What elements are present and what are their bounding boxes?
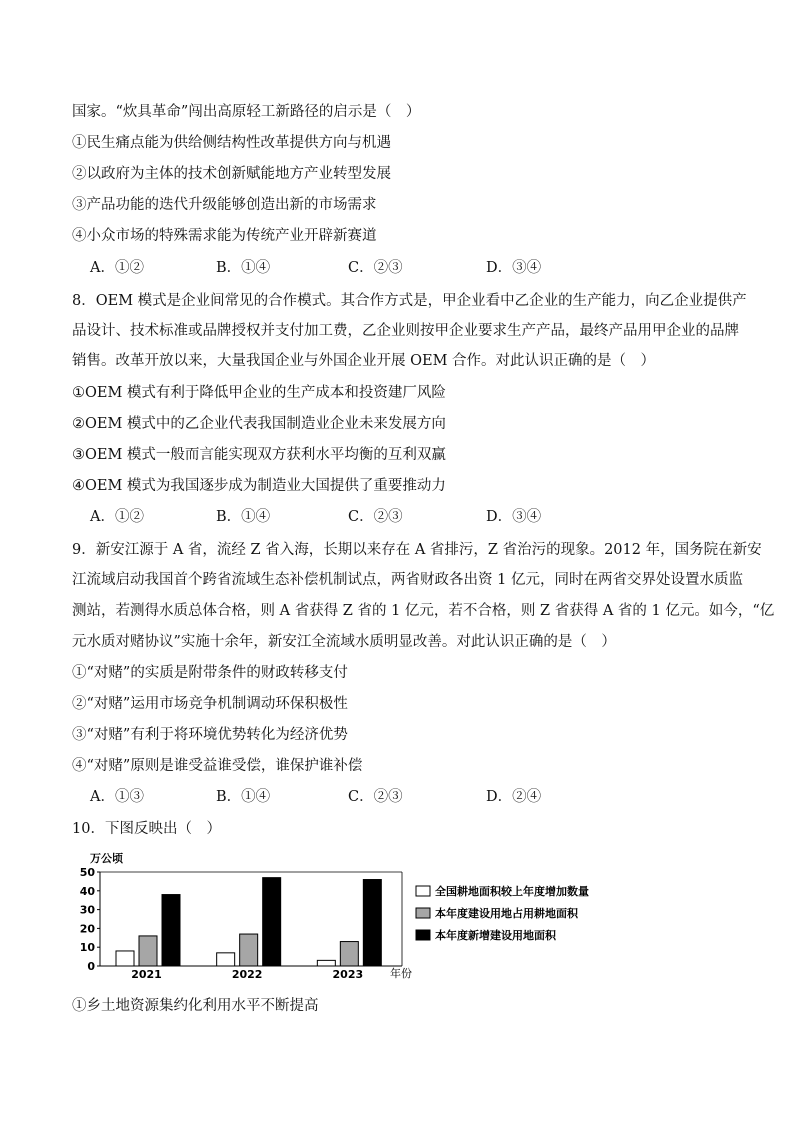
q8-stem-line-2: 品设计、技术标准或品牌授权并支付加工费，乙企业则按甲企业要求生产产品，最终产品用甲企业的品牌 xyxy=(72,323,739,339)
q8-item-1: ①OEM 模式有利于降低甲企业的生产成本和投资建厂风险 xyxy=(72,385,446,401)
q9-option-b[interactable]: B．①④ xyxy=(216,789,271,805)
x-tick-label: 2021 xyxy=(131,968,162,981)
bar xyxy=(139,936,157,966)
legend-swatch xyxy=(416,930,430,940)
bar xyxy=(116,951,134,966)
x-axis-label: 年份 xyxy=(390,967,412,980)
y-tick-label: 20 xyxy=(79,922,95,936)
x-tick-label: 2023 xyxy=(332,968,364,981)
q8-item-3: ③OEM 模式一般而言能实现双方获利水平均衡的互利双赢 xyxy=(72,447,446,463)
bar-chart xyxy=(72,848,632,988)
legend-label: 本年度新增建设用地面积 xyxy=(435,929,556,942)
y-tick-label: 30 xyxy=(79,903,95,917)
q9-option-d[interactable]: D．②④ xyxy=(486,789,542,805)
q7-option-a[interactable]: A．①② xyxy=(90,260,144,276)
q9-item-4: ④“对赌”原则是谁受益谁受偿，谁保护谁补偿 xyxy=(72,758,363,774)
q7-item-2: ②以政府为主体的技术创新赋能地方产业转型发展 xyxy=(72,166,391,182)
bar xyxy=(317,960,335,966)
q9-stem-line-2: 江流域启动我国首个跨省流域生态补偿机制试点，两省财政各出资 1 亿元，同时在两省交界处设置水质监 xyxy=(72,572,743,588)
bar xyxy=(363,880,381,966)
legend-swatch xyxy=(416,886,430,896)
q9-option-a[interactable]: A．①③ xyxy=(90,789,144,805)
x-tick-labels xyxy=(131,968,363,981)
bar xyxy=(162,895,180,966)
q9-item-1: ①“对赌”的实质是附带条件的财政转移支付 xyxy=(72,665,348,681)
q7-option-d[interactable]: D．③④ xyxy=(486,260,542,276)
y-tick-label: 10 xyxy=(79,941,95,955)
x-tick-label: 2022 xyxy=(231,968,263,981)
q8-item-2: ②OEM 模式中的乙企业代表我国制造业企业未来发展方向 xyxy=(72,416,446,432)
legend-swatch xyxy=(416,908,430,918)
q7-item-3: ③产品功能的迭代升级能够创造出新的市场需求 xyxy=(72,197,377,213)
q9-option-c[interactable]: C．②③ xyxy=(348,789,403,805)
y-tick-label: 40 xyxy=(79,884,95,898)
q8-option-c[interactable]: C．②③ xyxy=(348,509,403,525)
q9-stem-line-4: 元水质对赌协议”实施十余年，新安江全流域水质明显改善。对此认识正确的是（ ） xyxy=(72,634,616,650)
chart-bars xyxy=(116,878,381,966)
q7-item-1: ①民生痛点能为供给侧结构性改革提供方向与机遇 xyxy=(72,135,391,151)
q8-item-4: ④OEM 模式为我国逐步成为制造业大国提供了重要推动力 xyxy=(72,478,446,494)
q8-option-a[interactable]: A．①② xyxy=(90,509,144,525)
q8-stem-line-3: 销售。改革开放以来，大量我国企业与外国企业开展 OEM 合作。对此认识正确的是（ ） xyxy=(72,353,656,369)
q7-item-4: ④小众市场的特殊需求能为传统产业开辟新赛道 xyxy=(72,228,377,244)
legend-label: 全国耕地面积较上年度增加数量 xyxy=(435,885,589,898)
q10-item-1: ①乡土地资源集约化利用水平不断提高 xyxy=(72,998,319,1014)
q7-stem: 国家。“炊具革命”闯出高原轻工新路径的启示是（ ） xyxy=(72,104,421,120)
q8-option-b[interactable]: B．①④ xyxy=(216,509,271,525)
y-tick-label: 50 xyxy=(79,866,95,879)
legend-label: 本年度建设用地占用耕地面积 xyxy=(435,907,578,920)
bar xyxy=(217,953,235,966)
q8-option-d[interactable]: D．③④ xyxy=(486,509,542,525)
q10-stem: 10．下图反映出（ ） xyxy=(72,821,221,837)
y-axis-label: 万公顷 xyxy=(90,852,123,865)
chart-legend xyxy=(416,884,589,942)
q9-item-3: ③“对赌”有利于将环境优势转化为经济优势 xyxy=(72,727,348,743)
q9-stem-line-1: 9．新安江源于 A 省，流经 Z 省入海，长期以来存在 A 省排污，Z 省治污的现象。2012 年，国务院在新安 xyxy=(72,542,762,558)
bar xyxy=(340,942,358,966)
q9-stem-line-3: 测站，若测得水质总体合格，则 A 省获得 Z 省的 1 亿元，若不合格，则 Z 省获得 A 省的 1 亿元。如今，“亿 xyxy=(72,603,775,619)
q9-item-2: ②“对赌”运用市场竞争机制调动环保积极性 xyxy=(72,696,348,712)
bar xyxy=(240,934,258,966)
q7-option-c[interactable]: C．②③ xyxy=(348,260,403,276)
q7-option-b[interactable]: B．①④ xyxy=(216,260,271,276)
bar xyxy=(263,878,281,966)
q8-stem-line-1: 8．OEM 模式是企业间常见的合作模式。其合作方式是，甲企业看中乙企业的生产能力，向乙企业提供产 xyxy=(72,293,747,309)
y-tick-label: 0 xyxy=(87,960,95,973)
